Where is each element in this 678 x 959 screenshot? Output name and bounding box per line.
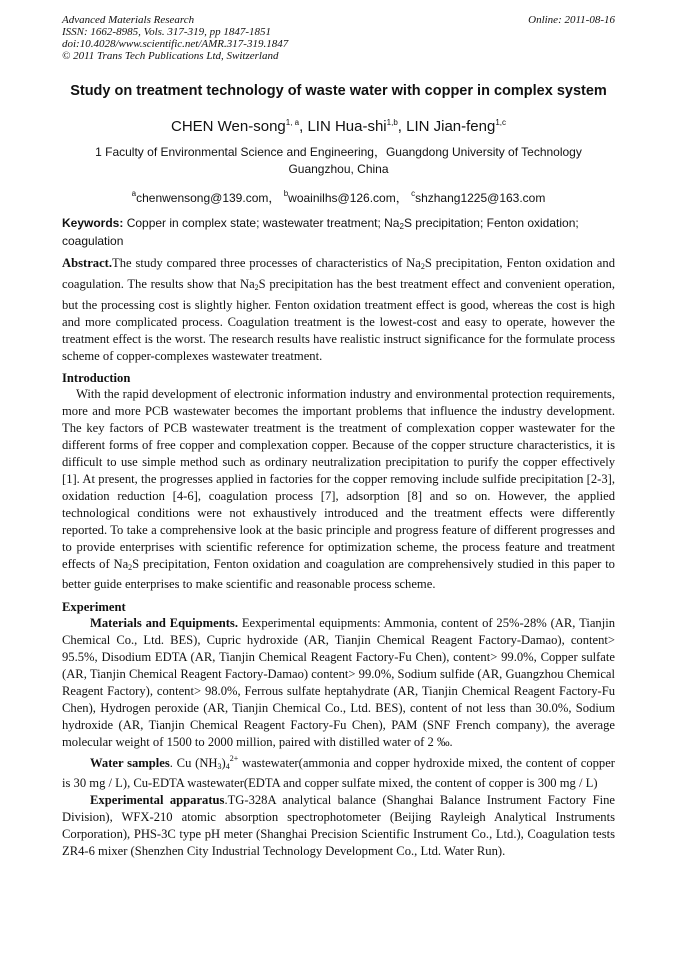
section-heading: Experiment <box>62 600 126 615</box>
keywords-label: Keywords: <box>62 216 124 230</box>
materials-paragraph: Materials and Equipments. Eexperimental equipments: Ammonia, content of 25%-28% (AR, Tianjin Chemical Co., Ltd. BES), Cupric hydroxide (AR, Tianjin Chemical Reagent Factory-Damao), content> 95.5%, Disodium EDTA (AR, Tianjin Chemical Reagent Factory-Fu Chen), content> 99.0%, Copper sulfate (AR, Tianjin Chemical Reagent Factory-Damao) content> 99.0%, Sodium sulfide (AR, Guangzhou Chemical Reagent Factory), content> 98.0%, Ferrous sulfate heptahydrate (AR, Tianjin Chemical Reagent Factory-Fu Chen), Hydrogen peroxide (AR, Tianjin Chemical Co., Ltd. BES), content of not less than 30.0%, Sodium hydroxide (AR, Tianjin Chemical Reagent Factory-Fu Chen), PAM (SNF French company), the average molecular weight of 1500 to 2000 million, paired with distilled water of 2 ‰. <box>62 616 615 749</box>
author-name: LIN Jian-feng <box>406 118 496 135</box>
materials-label: Materials and Equipments. <box>90 616 238 631</box>
apparatus-label: Experimental apparatus <box>90 793 225 808</box>
abstract-label: Abstract. <box>62 256 113 270</box>
apparatus-paragraph: Experimental apparatus.TG-328A analytical balance (Shanghai Balance Instrument Factory Fine Division), WFX-210 atomic absorption spectrophotometer (Beijing Rayleigh Analytical Instruments Corporation), PHS-3C type pH meter (Shanghai Precision Scientific Instrument Co., Ltd.), Coagulation tests ZR4-6 mixer (Shenzhen City Industrial Technology Development Co., Ltd. Water Run). <box>62 793 615 859</box>
author-sup: 1, a <box>285 118 300 127</box>
doi-line: doi:10.4028/www.scientific.net/AMR.317-319.1847 <box>62 38 289 50</box>
online-date: Online: 2011-08-16 <box>528 14 615 26</box>
email-address[interactable]: chenwensong@139.com， <box>136 191 281 205</box>
email-list <box>62 186 615 206</box>
journal-header <box>62 14 615 62</box>
paper-title: Study on treatment technology of waste water with copper in complex system <box>70 83 607 99</box>
email-sup: b <box>283 189 289 198</box>
keywords: Keywords: Copper in complex state; wastewater treatment; $Na_2S$ precipitation; Fenton oxidation; coagulation <box>62 216 579 248</box>
affiliation: 1 Faculty of Environmental Science and Engineering，Guangdong University of Technology Guangzhou, China <box>95 145 582 176</box>
author-sup: 1,c <box>495 118 506 127</box>
paper-page <box>62 14 615 860</box>
introduction-paragraph: With the rapid development of electronic information industry and environmental protection requirements, more and more PCB wastewater becomes the important problems that influence the industry development. The key factors of PCB wastewater treatment is the treatment of complexation copper wastewater for the different forms of free copper and complexation copper. Because of the copper structure characteristics, it is difficult to use simple method such as ordinary neutralization precipitation to purify the copper effectively [1]. At present, the progresses applied in factories for the copper removing include sulfide precipitation [2-3], oxidation reduction [4-6], coagulation process [7], adsorption [8] and so on. However, the applied technological conditions were not exhaustively introduced and the treatment effects were differently reported. To take a comprehensive look at the basic principle and progress feature of different progresses and to provide enterprises with scientific reference for optimization scheme, the process feature and treatment effects of $Na_2S$ precipitation, Fenton oxidation and coagulation are comprehensively studied in this paper to better guide enterprises to make scientific and reasonable process scheme. <box>62 387 615 592</box>
author-name: CHEN Wen-song <box>170 118 286 135</box>
author-sup: 1,b <box>386 118 398 127</box>
samples-paragraph: Water samples. Cu $(NH_3)_4^{2+}$ wastewater(ammonia and copper hydroxide mixed, the content of copper is 30 mg / L), Cu-EDTA wastewater(EDTA and copper sulfate mixed, the content of copper is 300 mg / L) <box>62 753 616 791</box>
copyright-line: © 2011 Trans Tech Publications Ltd, Switzerland <box>62 50 279 62</box>
abstract: Abstract.The study compared three processes of characteristics of $Na_2S$ precipitation, Fenton oxidation and coagulation. The results show that $Na_2S$ precipitation has the best treatment effect and convenient operation, but the processing cost is slightly higher. Fenton oxidation treatment effect is good, whereas the cost is high and more complicated process. Coagulation treatment is the lowest-cost and easy to operate, however the treatment effect is the worst. The research results have realistic instruct significance for the formulate process scheme of copper-complexes wastewater treatment. <box>62 256 615 363</box>
section-heading: Introduction <box>62 371 131 386</box>
email-address[interactable]: shzhang1225@163.com <box>415 191 546 205</box>
samples-label: Water samples <box>90 755 170 770</box>
issn-line: ISSN: 1662-8985, Vols. 317-319, pp 1847-1851 <box>62 26 271 38</box>
author-list: CHEN Wen-song$^{1, a}$, LIN Hua-shi$^{1,b}$, LIN Jian-feng$^{1,c}$ <box>170 118 506 135</box>
journal-name: Advanced Materials Research <box>62 14 195 26</box>
email-address[interactable]: woainilhs@126.com， <box>288 191 408 205</box>
email-sup: a <box>131 189 137 198</box>
author-name: LIN Hua-shi <box>307 118 387 135</box>
email-sup: c <box>411 189 416 198</box>
